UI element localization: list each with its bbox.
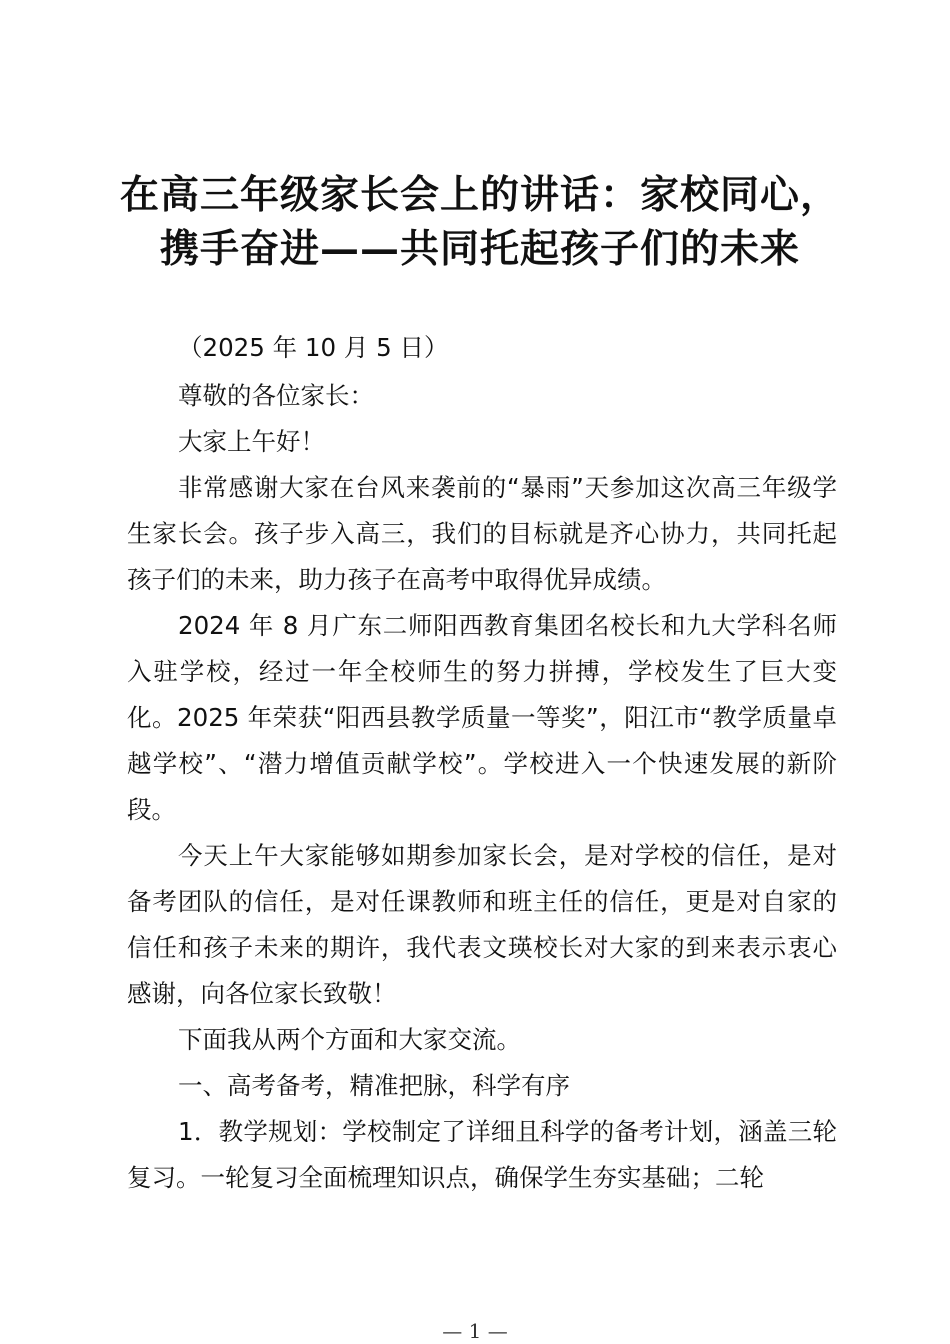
speech-date: （2025 年 10 月 5 日）	[178, 333, 449, 362]
paragraph-thanks: 非常感谢大家在台风来袭前的“暴雨”天参加这次高三年级学生家长会。孩子步入高三，我们的目标就是齐心协力，共同托起孩子们的未来，助力孩子在高考中取得优异成绩。	[127, 473, 837, 594]
salutation: 尊敬的各位家长：	[178, 381, 374, 410]
paragraph-gratitude: 今天上午大家能够如期参加家长会，是对学校的信任，是对备考团队的信任，是对任课教师和班主任的信任，更是对自家的信任和孩子未来的期许，我代表文瑛校长对大家的到来表示衷心感谢，向各位家长致敬！	[127, 841, 837, 1008]
greeting: 大家上午好！	[178, 427, 325, 456]
document-title: 在高三年级家长会上的讲话：家校同心，携手奋进——共同托起孩子们的未来	[120, 172, 841, 272]
paragraph-school-progress: 2024 年 8 月广东二师阳西教育集团名校长和九大学科名师入驻学校，经过一年全校师生的努力拼搏，学校发生了巨大变化。2025 年荣获“阳西县教学质量一等奖”，阳江市“教学质量卓越学校”、“潜力增值贡献学校”。学校进入一个快速发展的新阶段。	[127, 611, 837, 824]
section-heading: 一、高考备考，精准把脉，科学有序	[178, 1071, 570, 1100]
page-number: — 1 —	[442, 1319, 508, 1343]
paragraph-intro: 下面我从两个方面和大家交流。	[178, 1025, 521, 1054]
document-body	[127, 325, 837, 1201]
list-item-teaching-plan: 1．教学规划：学校制定了详细且科学的备考计划，涵盖三轮复习。一轮复习全面梳理知识点，确保学生夯实基础；二轮	[127, 1117, 837, 1192]
